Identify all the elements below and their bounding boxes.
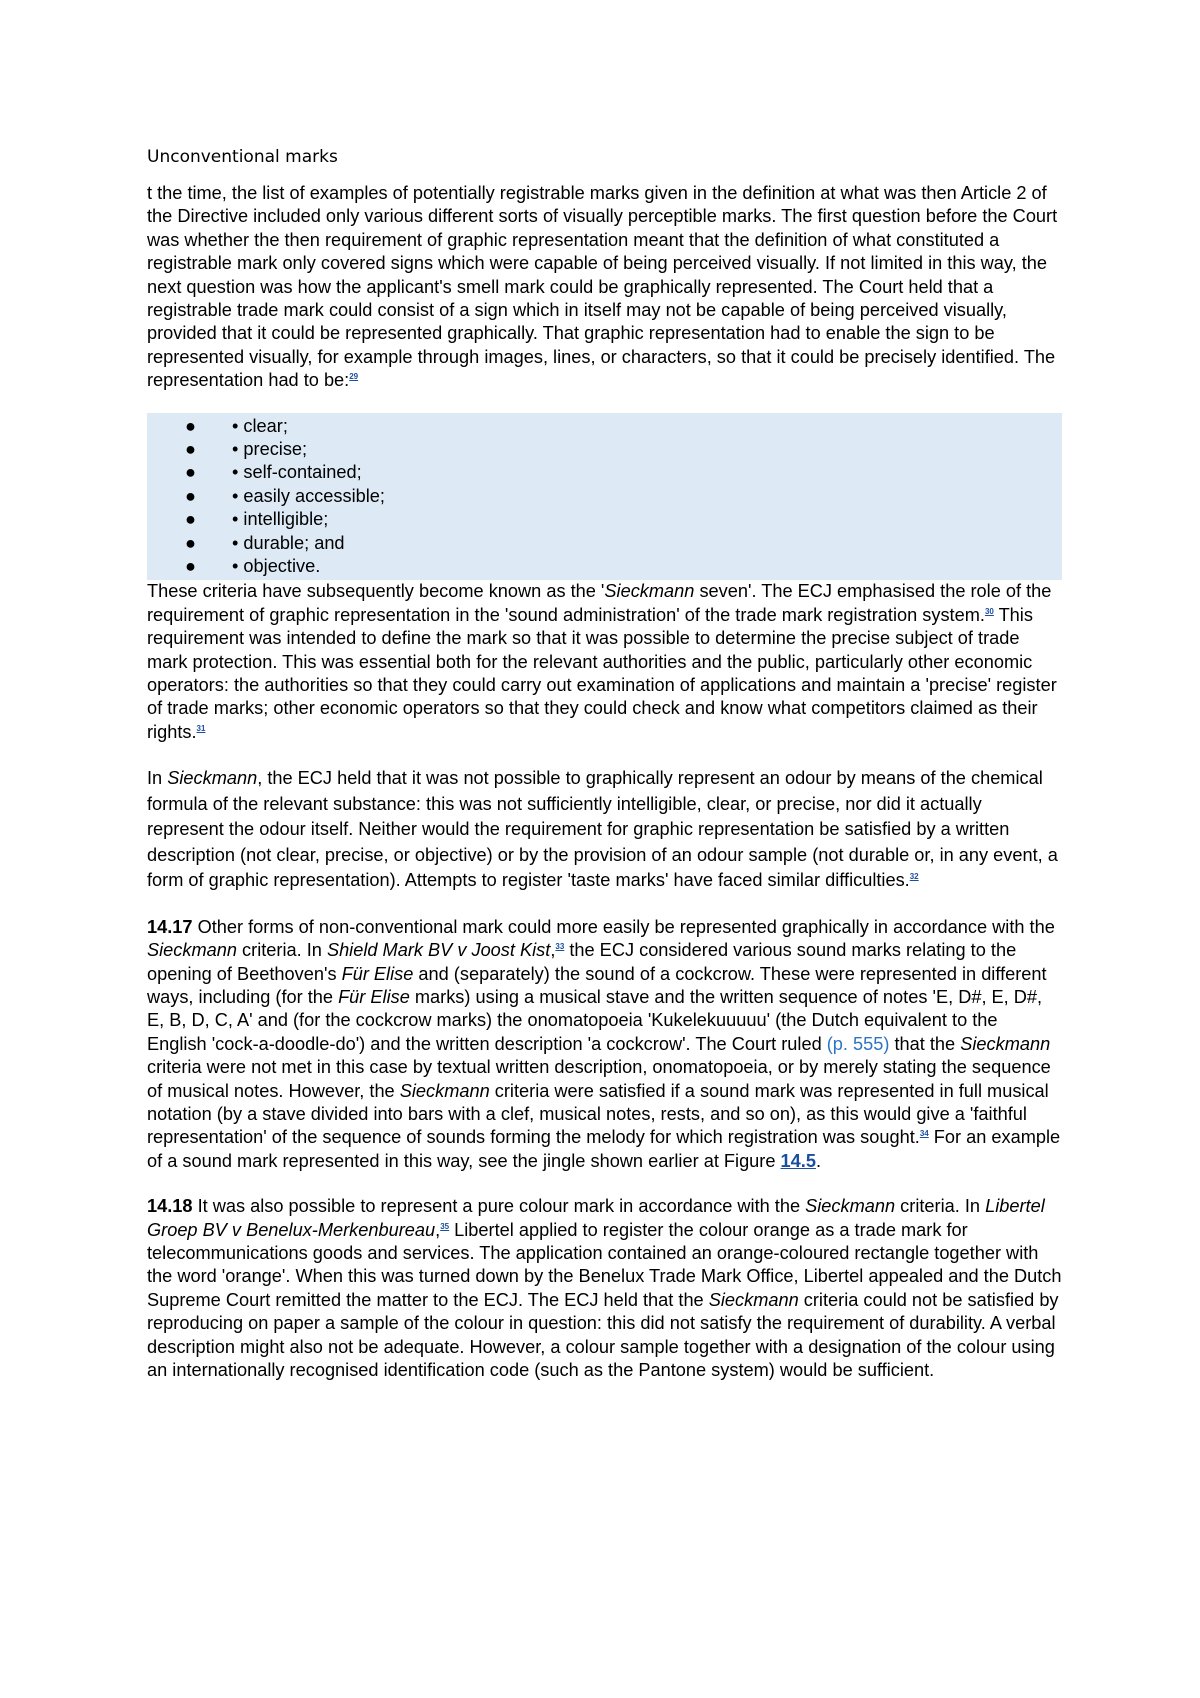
footnote-ref[interactable]: 34 xyxy=(919,1129,929,1139)
list-item: ● • precise; xyxy=(147,438,1062,461)
document-title: Unconventional marks xyxy=(147,147,338,167)
criteria-list xyxy=(147,413,1062,581)
paragraph-sieckmann: In Sieckmann, the ECJ held that it was not possible to graphically represent an odour by means of the chemical formula of the relevant substance: this was not sufficiently intelligible, clear, or precise, nor did it actually represent the odour itself. Neither would the requirement for graphic representation be satisfied by a written description (not clear, precise, or objective) or by the provision of an odour sample (not durable or, in any event, a form of graphic representation). Attempts to register 'taste marks' have faced similar difficulties.$^{32}$ xyxy=(147,768,1058,891)
page-reference: (p. 555) xyxy=(826,1033,890,1054)
footnote-ref[interactable]: 32 xyxy=(909,872,919,882)
list-item: ● • easily accessible; xyxy=(147,485,1062,508)
bullet-icon: ● xyxy=(185,415,196,436)
list-item: ● • self-contained; xyxy=(147,461,1062,484)
bullet-icon: ● xyxy=(185,509,196,530)
list-item: ● • objective. xyxy=(147,555,1062,578)
figure-link[interactable]: 14.5 xyxy=(780,1150,816,1171)
footnote-ref[interactable]: 29 xyxy=(349,372,359,382)
document-page xyxy=(147,146,1062,1382)
list-item: ● • durable; and xyxy=(147,532,1062,555)
bullet-icon: ● xyxy=(185,462,196,483)
list-item: ● • intelligible; xyxy=(147,508,1062,531)
paragraph-intro: t the time, the list of examples of potentially registrable marks given in the definition at what was then Article 2 of the Directive included only various different sorts of visually perceptible marks. The first question before the Court was whether the then requirement of graphic representation meant that the definition of what constituted a registrable mark only covered signs which were capable of being perceived visually. If not limited in this way, the next question was how the applicant's smell mark could be graphically represented. The Court held that a registrable trade mark could consist of a sign which in itself may not be capable of being perceived visually, provided that it could be represented graphically. That graphic representation had to enable the sign to be represented visually, for example through images, lines, or characters, so that it could be precisely identified. The representation had to be:$^{29}$ xyxy=(147,183,1058,391)
bullet-icon: ● xyxy=(185,439,196,460)
bullet-icon: ● xyxy=(185,532,196,553)
paragraph-14-18: 14.18 It was also possible to represent a pure colour mark in accordance with the Sieckmann criteria. In Libertel Groep BV v Benelux-Merkenbureau,$^{35}$ Libertel applied to register the colour orange as a trade mark for telecommunications goods and services. The application contained an orange-coloured rectangle together with the word 'orange'. When this was turned down by the Benelux Trade Mark Office, Libertel appealed and the Dutch Supreme Court remitted the matter to the ECJ. The ECJ held that the Sieckmann criteria could not be satisfied by reproducing on paper a sample of the colour in question: this did not satisfy the requirement of durability. A verbal description might also not be adequate. However, a colour sample together with a designation of the colour using an internationally recognised identification code (such as the Pantone system) would be sufficient. xyxy=(147,1196,1062,1381)
bullet-icon: ● xyxy=(185,485,196,506)
paragraph-criteria: These criteria have subsequently become known as the 'Sieckmann seven'. The ECJ emphasised the role of the requirement of graphic representation in the 'sound administration' of the trade mark registration system.$^{30}$ This requirement was intended to define the mark so that it was possible to determine the precise subject of trade mark protection. This was essential both for the relevant authorities and the public, particularly other economic operators: the authorities so that they could carry out examination of applications and maintain a 'precise' register of trade marks; other economic operators so that they could check and know what competitors claimed as their rights.$^{31}$ xyxy=(147,581,1057,742)
section-number: 14.18 xyxy=(147,1196,193,1217)
footnote-ref[interactable]: 30 xyxy=(984,606,994,616)
footnote-ref[interactable]: 35 xyxy=(440,1221,450,1231)
section-number: 14.17 xyxy=(147,916,193,937)
list-item: ● • clear; xyxy=(147,415,1062,438)
paragraph-14-17: 14.17 Other forms of non-conventional mark could more easily be represented graphically in accordance with the Sieckmann criteria. In Shield Mark BV v Joost Kist,$^{33}$ the ECJ considered various sound marks relating to the opening of Beethoven's Für Elise and (separately) the sound of a cockcrow. These were represented in different ways, including (for the Für Elise marks) using a musical stave and the written sequence of notes 'E, D#, E, D#, E, B, D, C, A' and (for the cockcrow marks) the onomatopoeia 'Kukelekuuuuu' (the Dutch equivalent to the English 'cock-a-doodle-do') and the written description 'a cockcrow'. The Court ruled (p. 555) that the Sieckmann criteria were not met in this case by textual written description, onomatopoeia, or by merely stating the sequence of musical notes. However, the Sieckmann criteria were satisfied if a sound mark was represented in full musical notation (by a stave divided into bars with a clef, musical notes, rests, and so on), as this would give a 'faithful representation' of the sequence of sounds forming the melody for which registration was sought.$^{34}$ For an example of a sound mark represented in this way, see the jingle shown earlier at Figure 14.5. xyxy=(147,916,1061,1171)
footnote-ref[interactable]: 31 xyxy=(196,723,206,733)
footnote-ref[interactable]: 33 xyxy=(555,942,565,952)
bullet-icon: ● xyxy=(185,556,196,576)
